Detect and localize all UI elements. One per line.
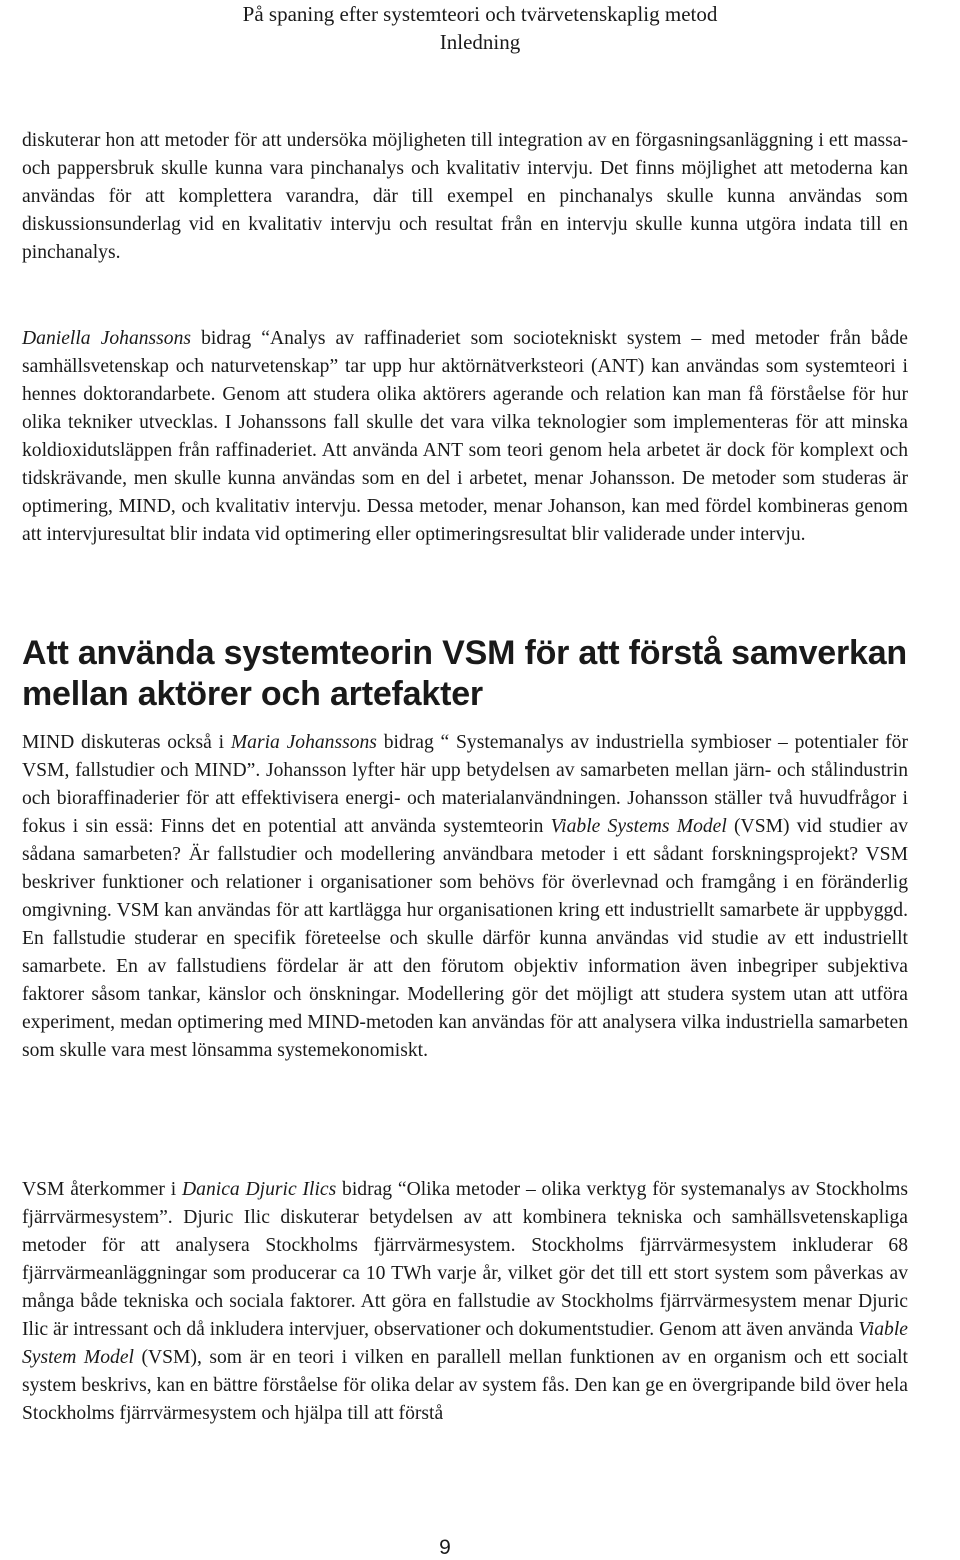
paragraph-4-part2: bidrag “Olika metoder – olika verktyg för systemanalys av Stockholms fjärrvärmesystem”. Djuric Ilic diskuterar betydelsen av att kombinera tekniska och samhällsvetenskapliga metoder för att analysera Stockholms fjärrvärmesystem. Stockholms fjärrvärmesystem inkluderar 68 fjärrvärmeanläggningar som producerar ca 10 TWh varje år, vilket gör det till ett stort system som påverkas av många både tekniska och sociala faktorer. Att göra en fallstudie av Stockholms fjärrvärmesystem menar Djuric Ilic är intressant och då inkludera intervjuer, observationer och dokumentstudier. Genom att även använda: [22, 1179, 908, 1340]
header-title: På spaning efter systemteori och tvärvetenskaplig metod: [242, 2, 718, 26]
page-number: 9: [439, 1536, 451, 1559]
paragraph-3-part3: (VSM) vid studier av sådana samarbeten? Är fallstudier och modellering användbara metoder i ett sådant forskningsprojekt? VSM beskriver funktioner och relationer i organisationer som behövs för överlevnad och framgång i en föränderlig omgivning. VSM kan användas för att kartlägga hur organisationen kring ett industriellt samarbete är uppbyggd. En fallstudie studerar en specifik företeelse och skulle därför kunna användas vid studie av ett industriellt samarbete. En av fallstudiens fördelar är att den förutom objektiv information även inbegriper subjektiva faktorer såsom tankar, känslor och önskningar. Modellering gör det möjligt att studera system utan att utföra experiment, medan optimering med MIND-metoden kan användas för att analysera vilka industriella samarbeten som skulle vara mest lönsamma systemekonomiskt.: [22, 816, 908, 1061]
paragraph-4-part3: (VSM), som är en teori i vilken en parallell mellan funktionen av en organism och ett socialt system beskrivs, kan en bättre förståelse för olika delar av system fås. Den kan ge en övergripande bild över hela Stockholms fjärrvärmesystem och hjälpa till att förstå: [22, 1347, 908, 1424]
header-section: Inledning: [439, 30, 521, 54]
author-danica-djuric-ilic: Danica Djuric Ilics: [182, 1179, 337, 1200]
paragraph-3: [22, 729, 908, 1065]
paragraph-4: [22, 1176, 908, 1428]
author-daniella-johansson: Daniella Johanssons: [22, 328, 192, 349]
paragraph-3-part1: MIND diskuteras också i: [22, 732, 231, 753]
paragraph-2-text: bidrag “Analys av raffinaderiet som sociotekniskt system – med metoder från både samhällsvetenskap och naturvetenskap” tar upp hur aktörnätverksteori (ANT) kan användas som systemteori i hennes doktorandarbete. Genom att studera olika aktörers agerande och relation kan man få förståelse för hur olika tekniker utvecklas. I Johanssons fall skulle det vara vilka teknologier som implementeras för att minska koldioxidutsläppen från raffinaderiet. Att använda ANT som teori genom hela arbetet är dock för komplext och tidskrävande, men skulle kunna användas som en del i arbetet, menar Johansson. De metoder som studeras är optimering, MIND, och kvalitativ intervju. Dessa metoder, menar Johanson, kan med fördel kombineras genom att intervjuresultat blir indata vid optimering eller optimeringsresultat blir validerade under intervju.: [22, 328, 908, 545]
running-header: [0, 0, 960, 56]
section-heading: Att använda systemteorin VSM för att förstå samverkan mellan aktörer och artefakter: [22, 634, 908, 713]
paragraph-2: [22, 325, 908, 549]
author-maria-johansson: Maria Johanssons: [230, 732, 377, 753]
paragraph-4-part1: VSM återkommer i: [22, 1179, 183, 1200]
model-name-vsm: Viable Systems Model: [550, 816, 727, 837]
paragraph-3-part2: bidrag “ Systemanalys av industriella symbioser – potentialer för VSM, fallstudier och MIND”. Johansson lyfter här upp betydelsen av samarbeten mellan järn- och stålindustrin och bioraffinaderier för att effektivisera energi- och materialanvändningen. Johansson ställer två huvudfrågor i fokus i sin essä: Finns det en potential att använda systemteorin: [22, 732, 908, 837]
model-name-vsm-2: Viable System Model: [22, 1319, 908, 1368]
paragraph-1: diskuterar hon att metoder för att undersöka möjligheten till integration av en förgasningsanläggning i ett massa- och pappersbruk skulle kunna vara pinchanalys och kvalitativ intervju. Det finns möjlighet att metoderna kan användas för att komplettera varandra, där till exempel en pinchanalys skulle kunna användas som diskussionsunderlag vid en kvalitativ intervju och resultat från en intervju skulle kunna utgöra indata till en pinchanalys.: [22, 130, 908, 263]
